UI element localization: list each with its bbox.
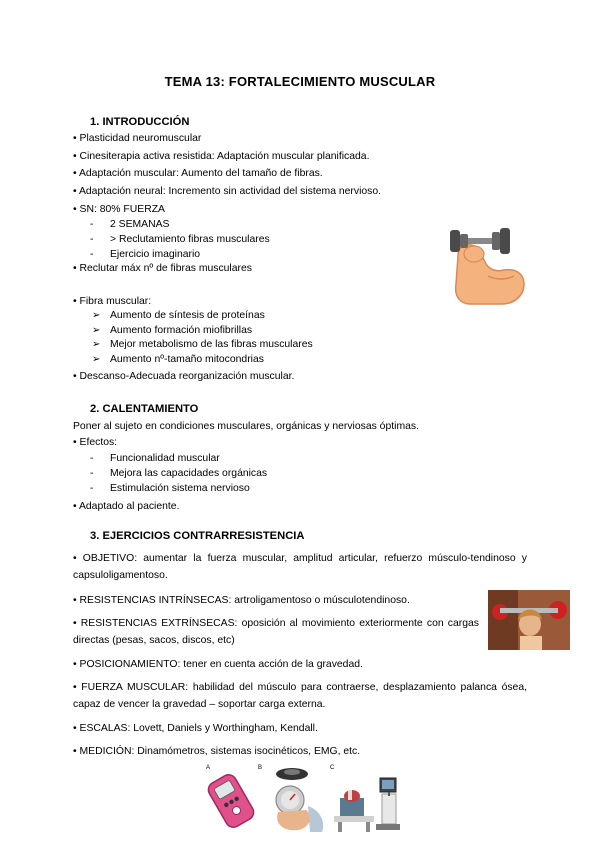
list-item: - Ejercicio imaginario (90, 249, 201, 260)
page-title: TEMA 13: FORTALECIMIENTO MUSCULAR (164, 74, 436, 89)
section-3-heading: 3. EJERCICIOS CONTRARRESISTENCIA (90, 530, 305, 542)
bullet-reclutar: • Reclutar máx nº de fibras musculares (73, 263, 252, 274)
section-1-heading: 1. INTRODUCCIÓN (90, 116, 190, 128)
paragraph-escalas: • ESCALAS: Lovett, Daniels y Worthingham, Kendall. (73, 723, 318, 734)
section-2-heading: 2. CALENTAMIENTO (90, 403, 199, 415)
bullet-sn: • SN: 80% FUERZA (73, 204, 165, 215)
list-item: - Mejora las capacidades orgánicas (90, 468, 268, 479)
list-item: ➢ Aumento de síntesis de proteínas (92, 310, 265, 321)
list-item: ➢ Aumento formación miofibrillas (92, 325, 253, 336)
bullet-adaptacion-muscular: • Adaptación muscular: Aumento del tamaño de fibras. (73, 168, 323, 179)
grip-device-icon (264, 766, 328, 834)
hand-dynamometer-image (264, 766, 328, 834)
flexed-arm-icon (448, 218, 532, 310)
muscle-arm-illustration (448, 218, 532, 310)
paragraph-posicionamiento: • POSICIONAMIENTO: tener en cuenta acción de la gravedad. (73, 659, 363, 670)
paragraph-extrinsecas: • RESISTENCIAS EXTRÍNSECAS: oposición al movimiento exteriormente con cargas directas (pesas, sacos, discos, etc) (73, 618, 479, 646)
figure-label-a: A (206, 765, 211, 771)
dynamometer-icon (204, 770, 258, 832)
bullet-plasticidad: • Plasticidad neuromuscular (73, 133, 202, 144)
isokinetic-system-image (330, 772, 402, 832)
bullet-adaptado: • Adaptado al paciente. (73, 501, 180, 512)
calentamiento-intro: Poner al sujeto en condiciones musculares, orgánicas y nerviosas óptimas. (73, 421, 419, 432)
list-item: - Estimulación sistema nervioso (90, 483, 250, 494)
list-item: - > Reclutamiento fibras musculares (90, 234, 270, 245)
figure-label-b: B (258, 765, 263, 771)
bullet-fibra-muscular: • Fibra muscular: (73, 296, 152, 307)
bullet-adaptacion-neural: • Adaptación neural: Incremento sin actividad del sistema nervioso. (73, 186, 382, 197)
paragraph-medicion: • MEDICIÓN: Dinamómetros, sistemas isocinéticos, EMG, etc. (73, 746, 361, 757)
list-item: ➢ Aumento nº-tamaño mitocondrias (92, 354, 264, 365)
list-item: - Funcionalidad muscular (90, 453, 220, 464)
bullet-descanso: • Descanso-Adecuada reorganización muscular. (73, 371, 295, 382)
list-item: ➢ Mejor metabolismo de las fibras musculares (92, 339, 313, 350)
list-item: - 2 SEMANAS (90, 219, 170, 230)
paragraph-objetivo: • OBJETIVO: aumentar la fuerza muscular, amplitud articular, refuerzo músculo-tendinoso y capsuloligamentoso. (73, 553, 527, 581)
bullet-cinesiterapia: • Cinesiterapia activa resistida: Adaptación muscular planificada. (73, 151, 370, 162)
exercise-photo-illustration (488, 590, 570, 650)
figure-label-c: C (330, 765, 335, 771)
dynamometer-device-image (204, 770, 258, 832)
paragraph-fuerza-muscular: • FUERZA MUSCULAR: habilidad del músculo para contraerse, desplazamiento palanca ósea, capaz de vencer la gravedad – soportar carga externa. (73, 682, 527, 710)
exercise-photo (488, 590, 570, 650)
bullet-efectos: • Efectos: (73, 437, 118, 448)
paragraph-intrinsecas: • RESISTENCIAS INTRÍNSECAS: artroligamentoso o músculotendinoso. (73, 595, 410, 606)
isokinetic-machine-icon (330, 772, 402, 832)
